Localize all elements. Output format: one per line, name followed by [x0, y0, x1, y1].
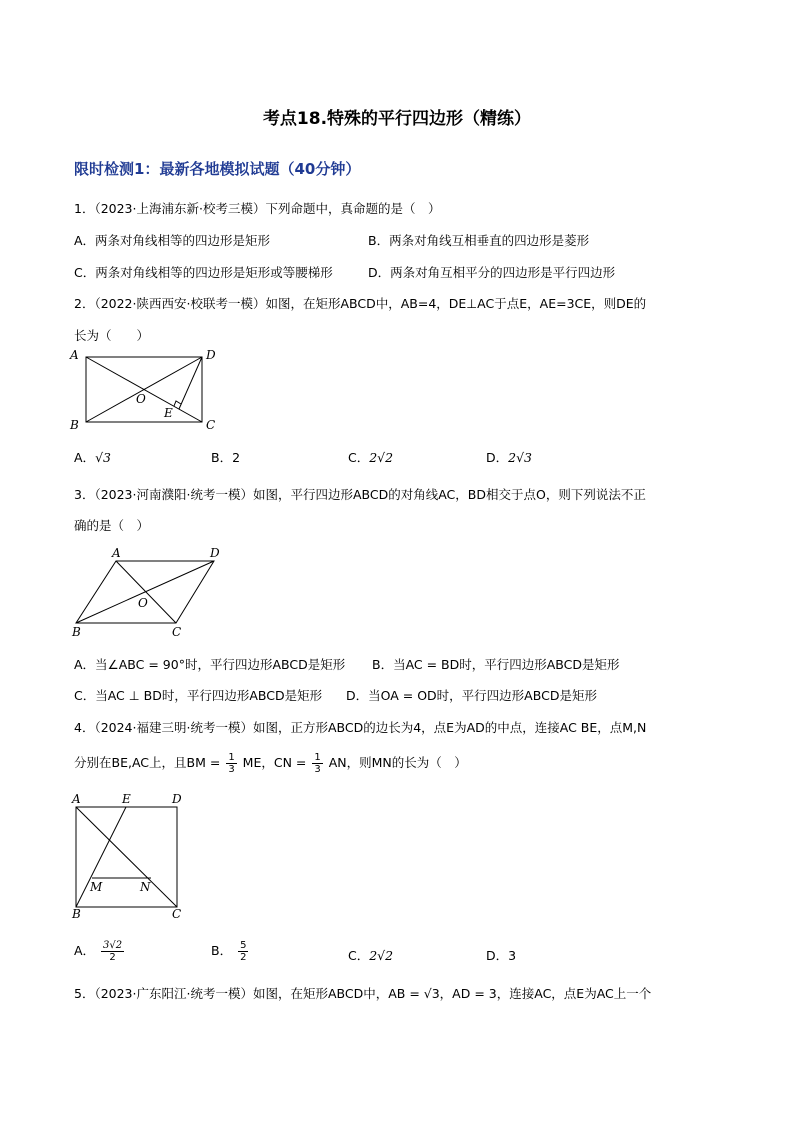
- q4-option-a-num: 3√2: [103, 940, 123, 951]
- q1-option-a: A．两条对角线相等的四边形是矩形: [74, 233, 271, 248]
- q4-fraction-2-den: 3: [314, 764, 321, 775]
- q3-label-b: B: [72, 625, 81, 639]
- q4-label-m: M: [90, 880, 103, 894]
- q2-option-c: [348, 448, 393, 466]
- q4-option-a-fraction: [101, 940, 124, 963]
- q2-option-a-value: √3: [95, 450, 111, 465]
- q4-option-d: D．3: [486, 948, 517, 963]
- q2-segment-de: [179, 357, 202, 409]
- q2-label-a: A: [70, 348, 79, 362]
- q3-label-c: C: [172, 625, 182, 639]
- q1-stem: 1．（2023·上海浦东新·校考三模）下列命题中，真命题的是（ ）: [74, 201, 441, 216]
- q3-option-d: D．当OA = OD时，平行四边形ABCD是矩形: [346, 688, 597, 703]
- q5-stem-line1: 5．（2023·广东阳江·统考一模）如图，在矩形ABCD中，AB = √3，AD = 3，连接AC，点E为AC上一个: [74, 986, 652, 1001]
- q4-stem-part-c: AN，则MN的长为（ ）: [328, 755, 467, 770]
- q2-option-d-label: D．: [486, 450, 509, 465]
- q4-option-c-label: C．: [348, 948, 370, 963]
- q2-option-a: [74, 448, 111, 466]
- q4-option-b-den: 2: [240, 952, 247, 963]
- q3-stem-line2: 确的是（ ）: [74, 518, 150, 533]
- q4-option-b-num: 5: [240, 940, 247, 951]
- q2-stem-line1: 2．（2022·陕西西安·校联考一模）如图，在矩形ABCD中，AB=4，DE⊥AC于点E，AE=3CE，则DE的: [74, 296, 647, 311]
- q1-option-d: D．两条对角互相平分的四边形是平行四边形: [368, 265, 616, 280]
- q3-label-o: O: [138, 596, 148, 610]
- q2-rectangle-figure: [66, 345, 226, 435]
- q1-option-c: C．两条对角线相等的四边形是矩形或等腰梯形: [74, 265, 333, 280]
- q3-option-b: B．当AC = BD时，平行四边形ABCD是矩形: [372, 657, 620, 672]
- q4-label-n: N: [140, 880, 151, 894]
- q3-parallelogram-figure: [66, 543, 236, 641]
- q4-stem-line2: [74, 752, 467, 775]
- q3-label-a: A: [112, 546, 121, 560]
- q4-label-d: D: [172, 792, 182, 806]
- q2-stem-line2: 长为（ ）: [74, 328, 150, 343]
- q4-fraction-2-num: 1: [314, 752, 321, 763]
- q4-option-a-den: 2: [109, 952, 116, 963]
- q3-diagonal-bd: [76, 561, 214, 623]
- q4-label-c: C: [172, 907, 182, 920]
- page-title: 考点18.特殊的平行四边形（精练）: [262, 109, 532, 129]
- q4-stem-part-b: ME，CN =: [242, 755, 307, 770]
- q3-stem-line1: 3．（2023·河南濮阳·统考一模）如图，平行四边形ABCD的对角线AC，BD相交于点O，则下列说法不正: [74, 487, 646, 502]
- q4-fraction-1-den: 3: [228, 764, 235, 775]
- q2-label-e: E: [164, 406, 173, 420]
- q2-label-c: C: [206, 418, 216, 432]
- q4-label-e: E: [122, 792, 131, 806]
- q4-fraction-1: [226, 752, 236, 775]
- q3-label-d: D: [210, 546, 220, 560]
- q2-option-b: B．2: [211, 450, 241, 465]
- q2-label-o: O: [136, 392, 146, 406]
- q2-option-d-value: 2√3: [508, 450, 533, 465]
- q4-square-figure: [66, 790, 196, 920]
- q2-option-c-label: C．: [348, 450, 370, 465]
- q4-fraction-2: [312, 752, 322, 775]
- q2-label-d: D: [206, 348, 216, 362]
- q2-option-a-label: A．: [74, 450, 96, 465]
- q4-option-b-fraction: [238, 940, 248, 963]
- q4-label-a: A: [72, 792, 81, 806]
- q4-option-a-label: A．: [74, 943, 96, 958]
- q4-fraction-1-num: 1: [228, 752, 235, 763]
- q1-option-b: B．两条对角线互相垂直的四边形是菱形: [368, 233, 590, 248]
- q4-option-b-label: B．: [211, 943, 233, 958]
- q2-option-d: [486, 448, 532, 466]
- q2-label-b: B: [70, 418, 79, 432]
- q3-option-a: A．当∠ABC = 90°时，平行四边形ABCD是矩形: [74, 657, 346, 672]
- q4-option-c-value: 2√2: [369, 948, 394, 963]
- q4-label-b: B: [72, 907, 81, 920]
- q4-option-b: [211, 940, 250, 963]
- q3-option-c: C．当AC ⊥ BD时，平行四边形ABCD是矩形: [74, 688, 323, 703]
- section-heading: 限时检测1：最新各地模拟试题（40分钟）: [74, 160, 361, 178]
- q4-option-a: [74, 940, 126, 963]
- q2-option-c-value: 2√2: [369, 450, 394, 465]
- q4-stem-line1: 4．（2024·福建三明·统考一模）如图，正方形ABCD的边长为4，点E为AD的中点，连接AC BE，点M,N: [74, 720, 647, 735]
- q2-right-angle-mark: [174, 401, 181, 406]
- q4-stem-part-a: 分别在BE,AC上，且BM =: [74, 755, 221, 770]
- q4-option-c: [348, 946, 393, 964]
